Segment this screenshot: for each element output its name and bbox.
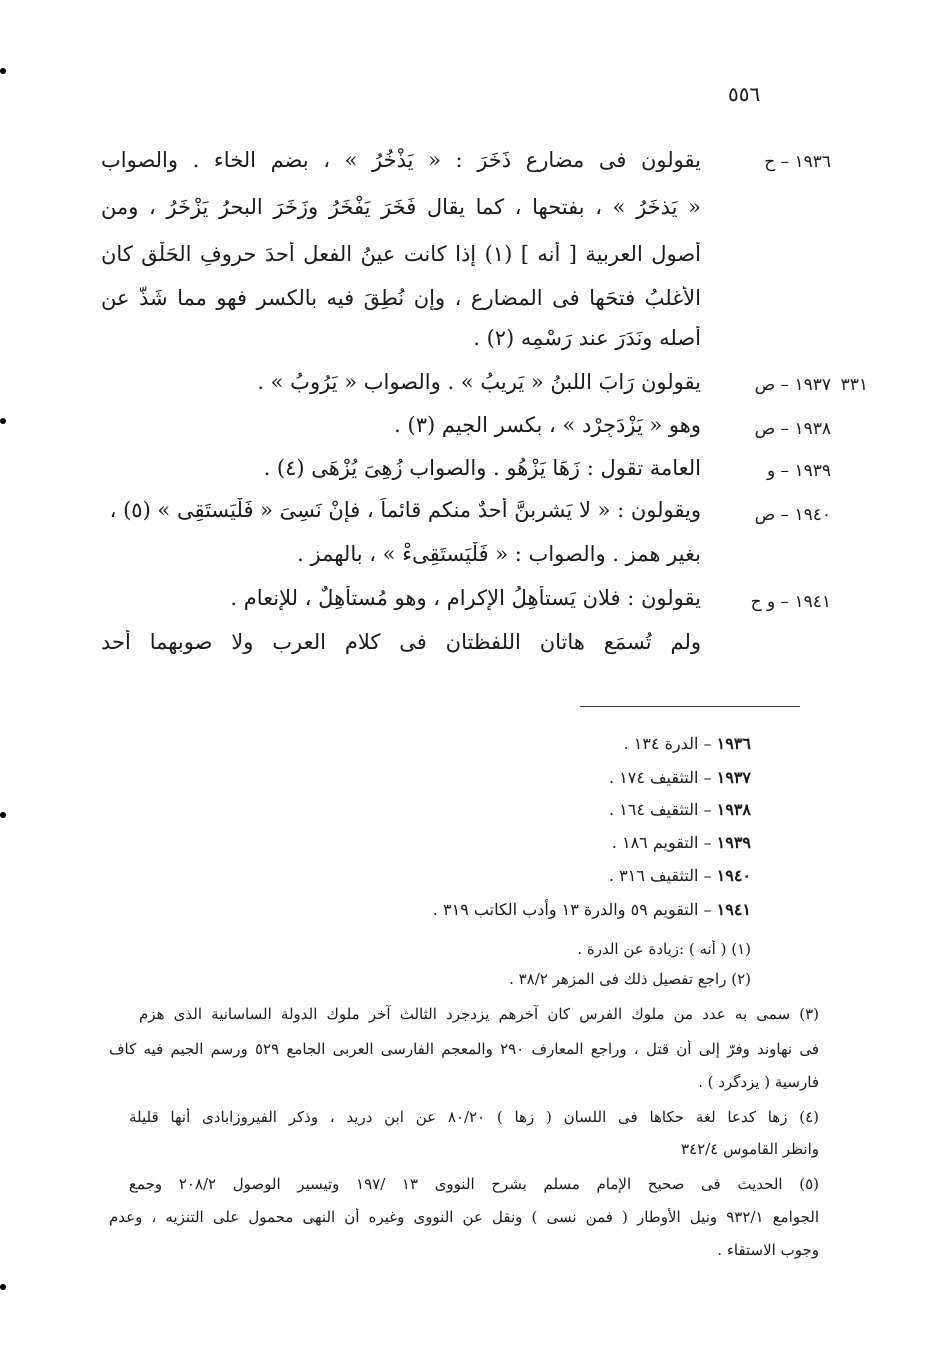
footnote-line: (١) ( أنه ) :زيادة عن الدرة . [577,940,751,958]
footnote-rule [580,706,800,707]
entry-number: ١٩٣٩ – و [766,461,831,481]
source-line [311,768,751,787]
footnote-line: (٥) الحديث فى صحيح الإمام مسلم بشرح النووى ١٣ /١٩٧ وتيسير الوصول ٢٠٨/٢ وجمع [129,1175,819,1193]
entry-line: العامة تقول : زَهَا يَزْهُو . والصواب زُهِىَ يُزْهَى (٤) . [263,456,701,480]
entry-line: ويقولون : « لا يَشربنَّ أحدٌ منكم قائماً ، فإنْ نَسِىَ « فَلْيَستَقِى » (٥) ، [109,498,701,522]
source-text: – التثقيف ٣١٦ . [608,866,717,885]
footnote-line: فارسية ( يزدگرد ) . [698,1073,819,1091]
source-number: ١٩٣٨ [716,800,751,819]
footnote-line: وجوب الاستقاء . [717,1241,819,1259]
entry-number: ١٩٣٨ – ص [754,419,831,439]
source-number: ١٩٣٩ [716,833,751,852]
entry-line: « يَذخَرُ » ، بفتحها ، كما يقال فَخَرَ يَفْخَرُ وزَخَرَ البحرُ يَزْخَرُ ، ومن [101,195,701,219]
source-text: – التقويم ٥٩ والدرة ١٣ وأدب الكاتب ٣١٩ . [432,900,717,919]
source-line [311,800,751,819]
scan-mark [0,812,6,818]
entry-line: يقولون رَابَ اللبنُ « يَرِيبُ » . والصواب « يَرُوبُ » . [257,370,701,394]
scan-mark [0,1284,6,1290]
source-line [311,900,751,919]
footnote-line: الجوامع ٩٣٢/١ ونيل الأوطار ( فمن نسى ) ونقل عن النووى وغيره أن النهى محمول على التنزيه ، وعدم [109,1208,819,1226]
entry-number: ١٩٣٧ – ص [754,375,831,395]
entry-line: ولم تُسمَع هاتانِ اللفظتانِ فى كلام العرب ولا صوبهما أحد [101,630,701,654]
scan-mark [0,68,6,74]
footnote-line: (٢) راجع تفصيل ذلك فى المزهر ٣٨/٢ . [509,970,751,988]
entry-line: بغير همز . والصواب : « فَلْيَستَقِىءْ » ، بالهمز . [297,542,701,566]
entry-line: أصول العربية [ أنه ] (١) إذا كانت عينُ الفعلِ أحدَ حروفِ الحَلْقِ كان [101,242,701,266]
source-number: ١٩٤٠ [716,866,751,885]
entry-number: ١٩٤١ – و ح [750,592,831,612]
footnote-line: (٣) سمى به عدد من ملوك الفرس كان آخرهم يزدجرد الثالث آخر ملوك الدولة الساسانية الذى هزم [139,1005,819,1023]
footnote-line: (٤) زها كدعا لغة حكاها فى اللسان ( زها ) ٨٠/٢٠ عن ابن دريد ، وذكر الفيروزابادى أنها قليلة [129,1108,819,1126]
source-text: – التثقيف ١٧٤ . [608,768,717,787]
margin-number: ٣٣١ [840,375,868,395]
scan-mark [0,418,6,424]
entry-line: يقولون فى مضارع ذَخَرَ : « يَذْخُرُ » ، بضم الخاء . والصواب [101,148,701,172]
entry-number: ١٩٣٦ – ح [764,152,831,172]
source-line [311,833,751,852]
source-line [311,866,751,885]
source-number: ١٩٣٦ [716,734,751,753]
footnote-line: فى نهاوند وفرّ إلى أن قتل ، وراجع المعارف ٢٩٠ والمعجم الفارسى العربى الجامع ٥٢٩ ورسم الجيم فيه كاف [109,1040,819,1058]
source-line [311,734,751,753]
source-number: ١٩٤١ [716,900,751,919]
entry-number: ١٩٤٠ – ص [754,505,831,525]
entry-line: أصله ونَدَرَ عند رَسْمِه (٢) . [473,326,701,350]
source-text: – التثقيف ١٦٤ . [608,800,717,819]
source-number: ١٩٣٧ [716,768,751,787]
source-text: – التقويم ١٨٦ . [611,833,717,852]
source-text: – الدرة ١٣٤ . [623,734,717,753]
entry-line: وهو « يَزْدَجِرْد » ، بكسر الجيم (٣) . [394,413,701,437]
footnote-line: وانظر القاموس ٣٤٢/٤ [681,1140,819,1158]
entry-line: الأغلبُ فتحَها فى المضارع ، وإن نُطِقَ فيه بالكسر فهو مما شَذَّ عن [101,286,701,310]
entry-line: يقولون : فلان يَستأهِلُ الإكرام ، وهو مُستأهِلٌ ، للإنعام . [230,586,701,610]
page-number: ٥٥٦ [728,82,761,106]
